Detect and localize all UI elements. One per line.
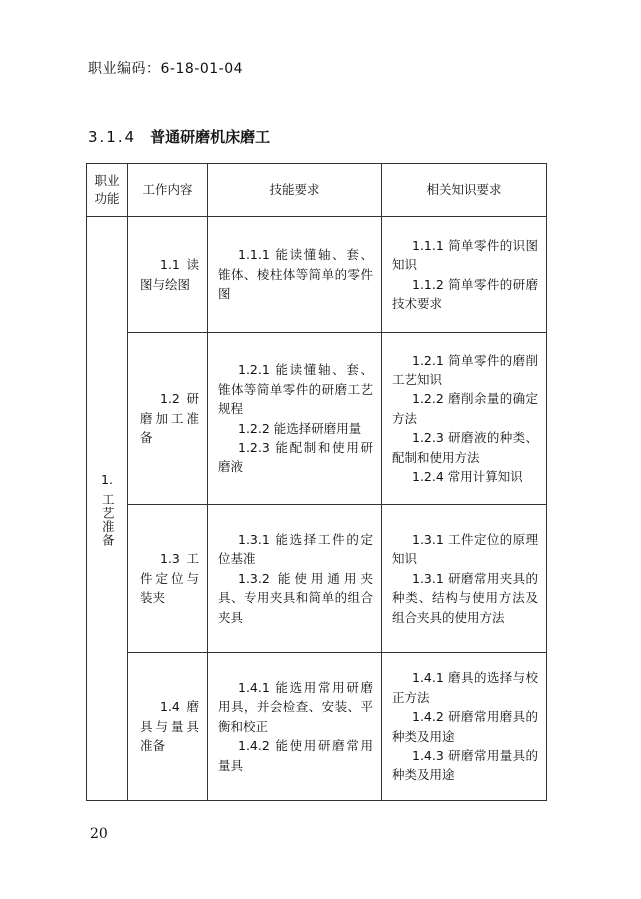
knowledge-cell: 1.4.1 磨具的选择与校正方法 1.4.2 研磨常用磨具的种类及用途 1.4.3 研磨常用量具的种类及用途 — [382, 653, 547, 801]
skills-cell: 1.4.1 能选用常用研磨用具，并会检查、安装、平衡和校正 1.4.2 能使用研磨常用量具 — [208, 653, 382, 801]
section-name: 普通研磨机床磨工 — [150, 128, 271, 146]
section-number: 3.1.4 — [88, 128, 137, 146]
content-cell: 1.2 研磨加工准备 — [128, 333, 208, 505]
skill-standard-table — [86, 163, 547, 801]
section-title — [88, 126, 270, 147]
page-number: 20 — [90, 826, 108, 842]
function-cell — [87, 217, 128, 801]
skills-cell: 1.3.1 能选择工件的定位基准 1.3.2 能使用通用夹具、专用夹具和简单的组合夹具 — [208, 505, 382, 653]
skills-cell: 1.2.1 能读懂轴、套、锥体等简单零件的研磨工艺规程 1.2.2 能选择研磨用量 1.2.3 能配制和使用研磨液 — [208, 333, 382, 505]
content-cell: 1.4 磨具与量具准备 — [128, 653, 208, 801]
content-cell: 1.1 读图与绘图 — [128, 217, 208, 333]
knowledge-cell: 1.3.1 工件定位的原理知识 1.3.1 研磨常用夹具的种类、结构与使用方法及组合夹具的使用方法 — [382, 505, 547, 653]
table-row — [87, 653, 547, 801]
content-cell: 1.3 工件定位与装夹 — [128, 505, 208, 653]
knowledge-cell: 1.1.1 简单零件的识图知识 1.1.2 简单零件的研磨技术要求 — [382, 217, 547, 333]
header-function: 职业功能 — [87, 164, 128, 217]
skills-cell: 1.1.1 能读懂轴、套、锥体、棱柱体等简单的零件图 — [208, 217, 382, 333]
table-row — [87, 505, 547, 653]
header-knowledge: 相关知识要求 — [382, 164, 547, 217]
table-row — [87, 333, 547, 505]
header-content: 工作内容 — [128, 164, 208, 217]
occupation-code: 职业编码：6-18-01-04 — [88, 61, 244, 77]
function-name: 工艺准备 — [100, 493, 116, 548]
header-skills: 技能要求 — [208, 164, 382, 217]
table-row — [87, 217, 547, 333]
knowledge-cell: 1.2.1 简单零件的磨削工艺知识 1.2.2 磨削余量的确定方法 1.2.3 研磨液的种类、配制和使用方法 1.2.4 常用计算知识 — [382, 333, 547, 505]
table-header-row — [87, 164, 547, 217]
function-number: 1. — [101, 471, 113, 487]
